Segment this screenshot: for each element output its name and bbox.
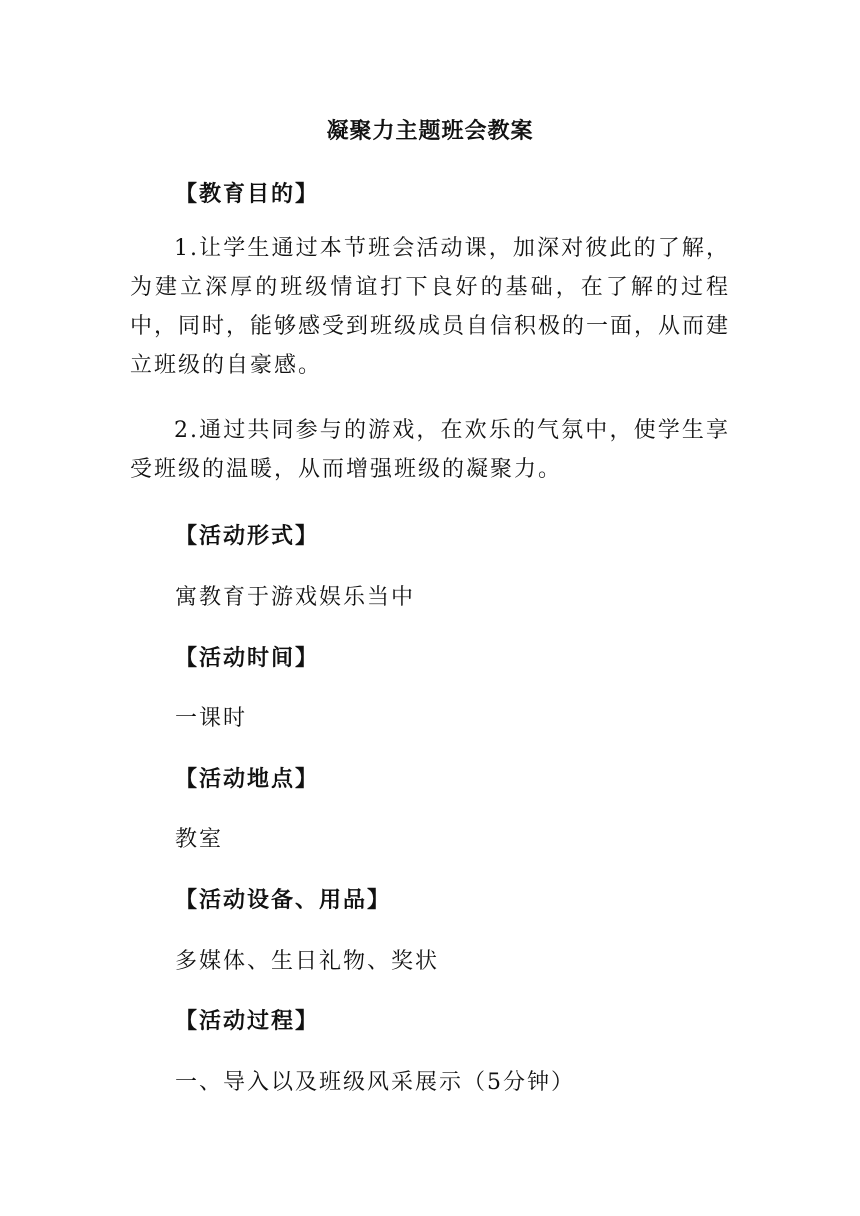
equipment-text: 多媒体、生日礼物、奖状 bbox=[175, 949, 440, 974]
section-heading-time: 【活动时间】 bbox=[175, 645, 320, 671]
form-text: 寓教育于游戏娱乐当中 bbox=[175, 585, 416, 610]
goal-paragraph-1: 1.让学生通过本节班会活动课，加深对彼此的了解，为建立深厚的班级情谊打下良好的基础，在了解的过程中，同时，能够感受到班级成员自信积极的一面，从而建立班级的自豪感。 bbox=[130, 236, 731, 378]
process-step-1: 一、导入以及班级风采展示（5分钟） bbox=[175, 1070, 575, 1095]
section-heading-form: 【活动形式】 bbox=[175, 523, 320, 549]
document-title: 凝聚力主题班会教案 bbox=[326, 118, 534, 144]
section-heading-equipment: 【活动设备、用品】 bbox=[175, 887, 392, 913]
time-text: 一课时 bbox=[175, 706, 248, 731]
section-heading-place: 【活动地点】 bbox=[175, 766, 320, 792]
section-heading-process: 【活动过程】 bbox=[175, 1008, 320, 1034]
place-text: 教室 bbox=[175, 827, 224, 852]
section-heading-goal: 【教育目的】 bbox=[175, 181, 320, 207]
goal-paragraph-2: 2.通过共同参与的游戏，在欢乐的气氛中，使学生享受班级的温暖，从而增强班级的凝聚力。 bbox=[130, 418, 730, 482]
